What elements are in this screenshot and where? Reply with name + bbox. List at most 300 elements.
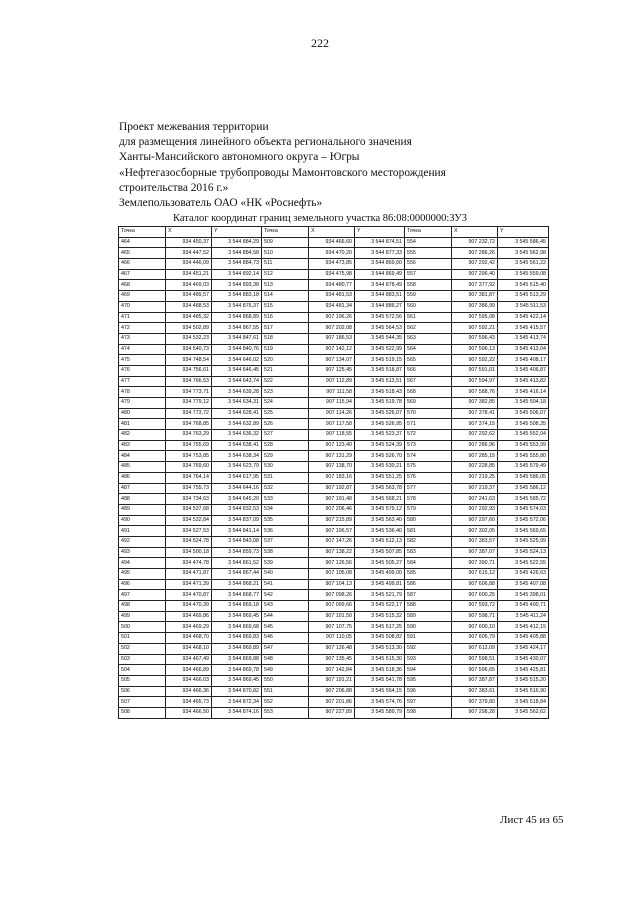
point-number: 470 xyxy=(119,301,166,312)
point-number: 528 xyxy=(262,440,309,451)
y-coordinate: 3 544 869,89 xyxy=(212,643,262,654)
y-coordinate: 3 545 569,65 xyxy=(498,526,549,537)
table-row xyxy=(119,333,549,344)
y-coordinate: 3 545 513,30 xyxy=(355,643,405,654)
point-number: 581 xyxy=(405,526,452,537)
x-coordinate: 934 768,85 xyxy=(166,419,212,430)
x-coordinate: 907 215,89 xyxy=(309,515,355,526)
x-coordinate: 907 206,88 xyxy=(309,686,355,697)
y-coordinate: 3 545 555,80 xyxy=(498,451,549,462)
y-coordinate: 3 545 541,78 xyxy=(355,675,405,686)
point-number: 544 xyxy=(262,611,309,622)
point-number: 533 xyxy=(262,494,309,505)
x-coordinate: 907 296,40 xyxy=(452,269,498,280)
table-row xyxy=(119,707,549,718)
point-number: 597 xyxy=(405,697,452,708)
point-number: 477 xyxy=(119,376,166,387)
x-coordinate: 934 468,10 xyxy=(166,643,212,654)
table-row xyxy=(119,590,549,601)
table-row xyxy=(119,633,549,644)
x-coordinate: 907 201,86 xyxy=(309,697,355,708)
x-coordinate: 934 502,89 xyxy=(166,323,212,334)
x-coordinate: 907 382,85 xyxy=(452,398,498,409)
point-number: 535 xyxy=(262,515,309,526)
point-number: 564 xyxy=(405,344,452,355)
page-number: 222 xyxy=(311,36,329,50)
x-coordinate: 907 374,15 xyxy=(452,419,498,430)
y-coordinate: 3 545 513,51 xyxy=(355,376,405,387)
point-number: 565 xyxy=(405,355,452,366)
x-coordinate: 907 142,84 xyxy=(309,665,355,676)
header-line: для размещения линейного объекта регионального значения xyxy=(119,136,412,149)
x-coordinate: 934 527,53 xyxy=(166,526,212,537)
x-coordinate: 907 612,09 xyxy=(452,643,498,654)
y-coordinate: 3 544 859,73 xyxy=(212,547,262,558)
y-coordinate: 3 545 530,21 xyxy=(355,462,405,473)
x-coordinate: 907 126,48 xyxy=(309,643,355,654)
x-coordinate: 907 125,45 xyxy=(309,365,355,376)
table-row xyxy=(119,611,549,622)
point-number: 466 xyxy=(119,259,166,270)
point-number: 469 xyxy=(119,291,166,302)
table-row xyxy=(119,622,549,633)
y-coordinate: 3 544 868,89 xyxy=(212,312,262,323)
point-number: 547 xyxy=(262,643,309,654)
x-coordinate: 934 532,23 xyxy=(166,333,212,344)
point-number: 484 xyxy=(119,451,166,462)
x-coordinate: 907 147,26 xyxy=(309,536,355,547)
x-coordinate: 907 615,12 xyxy=(452,569,498,580)
x-coordinate: 907 591,01 xyxy=(452,365,498,376)
y-coordinate: 3 545 499,81 xyxy=(355,579,405,590)
y-coordinate: 3 544 861,52 xyxy=(212,558,262,569)
point-number: 509 xyxy=(262,237,309,248)
y-coordinate: 3 544 884,73 xyxy=(212,259,262,270)
x-coordinate: 907 386,99 xyxy=(452,301,498,312)
point-number: 504 xyxy=(119,665,166,676)
x-coordinate: 934 500,18 xyxy=(166,547,212,558)
x-coordinate: 907 592,21 xyxy=(452,323,498,334)
x-coordinate: 907 600,10 xyxy=(452,622,498,633)
x-coordinate: 934 485,32 xyxy=(166,312,212,323)
column-header-point: Точка xyxy=(119,227,166,238)
point-number: 529 xyxy=(262,451,309,462)
x-coordinate: 907 110,05 xyxy=(309,633,355,644)
point-number: 583 xyxy=(405,547,452,558)
x-coordinate: 907 598,51 xyxy=(452,654,498,665)
y-coordinate: 3 544 646,02 xyxy=(212,355,262,366)
x-coordinate: 907 241,63 xyxy=(452,494,498,505)
y-coordinate: 3 545 415,57 xyxy=(498,323,549,334)
point-number: 538 xyxy=(262,547,309,558)
point-number: 545 xyxy=(262,622,309,633)
point-number: 500 xyxy=(119,622,166,633)
y-coordinate: 3 545 518,87 xyxy=(355,365,405,376)
y-coordinate: 3 545 426,63 xyxy=(498,569,549,580)
point-number: 573 xyxy=(405,440,452,451)
table-row xyxy=(119,419,549,430)
point-number: 557 xyxy=(405,269,452,280)
point-number: 467 xyxy=(119,269,166,280)
point-number: 511 xyxy=(262,259,309,270)
y-coordinate: 3 545 425,81 xyxy=(498,665,549,676)
y-coordinate: 3 544 874,16 xyxy=(212,707,262,718)
x-coordinate: 907 117,58 xyxy=(309,419,355,430)
y-coordinate: 3 545 586,05 xyxy=(498,472,549,483)
x-coordinate: 907 378,41 xyxy=(452,408,498,419)
point-number: 532 xyxy=(262,483,309,494)
y-coordinate: 3 545 504,18 xyxy=(498,398,549,409)
y-coordinate: 3 544 869,45 xyxy=(212,675,262,686)
point-number: 490 xyxy=(119,515,166,526)
x-coordinate: 934 466,36 xyxy=(166,686,212,697)
header-line: Землепользователь ОАО «НК «Роснефть» xyxy=(119,197,323,210)
y-coordinate: 3 545 412,15 xyxy=(498,622,549,633)
x-coordinate: 934 469,29 xyxy=(166,622,212,633)
y-coordinate: 3 544 832,53 xyxy=(212,504,262,515)
y-coordinate: 3 545 499,00 xyxy=(355,569,405,580)
table-row xyxy=(119,301,549,312)
x-coordinate: 907 232,72 xyxy=(452,237,498,248)
x-coordinate: 907 600,25 xyxy=(452,590,498,601)
y-coordinate: 3 544 874,51 xyxy=(355,237,405,248)
x-coordinate: 934 763,29 xyxy=(166,430,212,441)
x-coordinate: 907 596,65 xyxy=(452,665,498,676)
point-number: 496 xyxy=(119,579,166,590)
y-coordinate: 3 544 632,89 xyxy=(212,419,262,430)
y-coordinate: 3 545 524,13 xyxy=(498,547,549,558)
y-coordinate: 3 545 563,78 xyxy=(355,483,405,494)
y-coordinate: 3 544 878,49 xyxy=(355,280,405,291)
table-row xyxy=(119,323,549,334)
table-row xyxy=(119,291,549,302)
column-header-x: X xyxy=(452,227,498,238)
x-coordinate: 907 588,76 xyxy=(452,387,498,398)
header-line: Проект межевания территории xyxy=(119,121,269,133)
point-number: 478 xyxy=(119,387,166,398)
x-coordinate: 934 447,52 xyxy=(166,248,212,259)
y-coordinate: 3 545 562,62 xyxy=(498,707,549,718)
point-number: 559 xyxy=(405,291,452,302)
table-row xyxy=(119,483,549,494)
y-coordinate: 3 544 884,29 xyxy=(212,237,262,248)
x-coordinate: 907 138,22 xyxy=(309,547,355,558)
point-number: 499 xyxy=(119,611,166,622)
point-number: 543 xyxy=(262,601,309,612)
y-coordinate: 3 545 518,84 xyxy=(498,697,549,708)
column-header-y: Y xyxy=(498,227,549,238)
y-coordinate: 3 545 516,90 xyxy=(498,686,549,697)
x-coordinate: 934 773,71 xyxy=(166,387,212,398)
x-coordinate: 907 377,92 xyxy=(452,280,498,291)
table-row xyxy=(119,472,549,483)
y-coordinate: 3 545 564,53 xyxy=(355,323,405,334)
point-number: 525 xyxy=(262,408,309,419)
point-number: 539 xyxy=(262,558,309,569)
point-number: 561 xyxy=(405,312,452,323)
x-coordinate: 934 755,73 xyxy=(166,483,212,494)
table-row xyxy=(119,280,549,291)
y-coordinate: 3 545 408,17 xyxy=(498,355,549,366)
x-coordinate: 934 467,49 xyxy=(166,654,212,665)
table-row xyxy=(119,665,549,676)
point-number: 580 xyxy=(405,515,452,526)
y-coordinate: 3 545 515,20 xyxy=(498,675,549,686)
point-number: 588 xyxy=(405,601,452,612)
point-number: 570 xyxy=(405,408,452,419)
y-coordinate: 3 545 522,17 xyxy=(355,601,405,612)
x-coordinate: 907 219,25 xyxy=(452,472,498,483)
x-coordinate: 907 138,70 xyxy=(309,462,355,473)
point-number: 513 xyxy=(262,280,309,291)
point-number: 471 xyxy=(119,312,166,323)
x-coordinate: 907 596,13 xyxy=(452,344,498,355)
point-number: 560 xyxy=(405,301,452,312)
y-coordinate: 3 544 847,61 xyxy=(212,333,262,344)
point-number: 566 xyxy=(405,365,452,376)
point-number: 522 xyxy=(262,376,309,387)
table-row xyxy=(119,451,549,462)
y-coordinate: 3 545 411,24 xyxy=(498,611,549,622)
point-number: 568 xyxy=(405,387,452,398)
x-coordinate: 934 446,09 xyxy=(166,259,212,270)
y-coordinate: 3 544 643,74 xyxy=(212,376,262,387)
column-header-x: X xyxy=(309,227,355,238)
point-number: 548 xyxy=(262,654,309,665)
y-coordinate: 3 545 568,21 xyxy=(355,494,405,505)
y-coordinate: 3 545 519,78 xyxy=(355,398,405,409)
y-coordinate: 3 544 869,45 xyxy=(212,611,262,622)
y-coordinate: 3 545 515,30 xyxy=(355,654,405,665)
point-number: 523 xyxy=(262,387,309,398)
point-number: 572 xyxy=(405,430,452,441)
table-row xyxy=(119,462,549,473)
point-number: 520 xyxy=(262,355,309,366)
point-number: 493 xyxy=(119,547,166,558)
column-header-y: Y xyxy=(355,227,405,238)
y-coordinate: 3 545 512,13 xyxy=(355,536,405,547)
x-coordinate: 907 101,50 xyxy=(309,611,355,622)
y-coordinate: 3 544 840,76 xyxy=(212,344,262,355)
point-number: 501 xyxy=(119,633,166,644)
table-row xyxy=(119,494,549,505)
point-number: 482 xyxy=(119,430,166,441)
point-number: 507 xyxy=(119,697,166,708)
table-row xyxy=(119,259,549,270)
y-coordinate: 3 544 869,18 xyxy=(212,601,262,612)
y-coordinate: 3 545 564,15 xyxy=(355,686,405,697)
x-coordinate: 934 748,54 xyxy=(166,355,212,366)
x-coordinate: 907 114,26 xyxy=(309,408,355,419)
y-coordinate: 3 544 877,33 xyxy=(355,248,405,259)
table-row xyxy=(119,558,549,569)
x-coordinate: 907 297,60 xyxy=(452,515,498,526)
point-number: 480 xyxy=(119,408,166,419)
x-coordinate: 934 466,89 xyxy=(166,665,212,676)
point-number: 494 xyxy=(119,558,166,569)
x-coordinate: 907 112,89 xyxy=(309,376,355,387)
x-coordinate: 934 756,61 xyxy=(166,365,212,376)
y-coordinate: 3 545 523,37 xyxy=(355,430,405,441)
point-number: 476 xyxy=(119,365,166,376)
point-number: 594 xyxy=(405,665,452,676)
y-coordinate: 3 544 870,82 xyxy=(212,686,262,697)
x-coordinate: 934 470,87 xyxy=(166,590,212,601)
point-number: 553 xyxy=(262,707,309,718)
y-coordinate: 3 545 519,15 xyxy=(355,355,405,366)
x-coordinate: 907 135,45 xyxy=(309,654,355,665)
x-coordinate: 907 593,72 xyxy=(452,601,498,612)
point-number: 598 xyxy=(405,707,452,718)
y-coordinate: 3 545 522,99 xyxy=(355,344,405,355)
y-coordinate: 3 545 544,35 xyxy=(355,333,405,344)
y-coordinate: 3 544 645,20 xyxy=(212,494,262,505)
x-coordinate: 934 469,86 xyxy=(166,611,212,622)
y-coordinate: 3 545 522,55 xyxy=(498,558,549,569)
point-number: 530 xyxy=(262,462,309,473)
x-coordinate: 907 183,16 xyxy=(309,472,355,483)
point-number: 487 xyxy=(119,483,166,494)
y-coordinate: 3 544 634,31 xyxy=(212,398,262,409)
column-header-x: X xyxy=(166,227,212,238)
y-coordinate: 3 544 872,34 xyxy=(212,697,262,708)
point-number: 517 xyxy=(262,323,309,334)
table-row xyxy=(119,355,549,366)
point-number: 596 xyxy=(405,686,452,697)
y-coordinate: 3 544 869,68 xyxy=(212,622,262,633)
y-coordinate: 3 544 893,38 xyxy=(212,280,262,291)
y-coordinate: 3 544 886,27 xyxy=(355,301,405,312)
x-coordinate: 907 202,08 xyxy=(309,323,355,334)
y-coordinate: 3 544 636,32 xyxy=(212,430,262,441)
table-row xyxy=(119,601,549,612)
point-number: 516 xyxy=(262,312,309,323)
x-coordinate: 934 537,68 xyxy=(166,504,212,515)
y-coordinate: 3 545 508,35 xyxy=(498,419,549,430)
x-coordinate: 934 466,50 xyxy=(166,707,212,718)
table-row xyxy=(119,430,549,441)
x-coordinate: 934 489,57 xyxy=(166,291,212,302)
y-coordinate: 3 544 644,16 xyxy=(212,483,262,494)
table-body xyxy=(119,237,549,718)
y-coordinate: 3 544 869,60 xyxy=(355,259,405,270)
table-row xyxy=(119,697,549,708)
header-line: Ханты-Мансийского автономного округа – Югры xyxy=(119,151,360,164)
y-coordinate: 3 544 869,83 xyxy=(212,633,262,644)
y-coordinate: 3 545 507,85 xyxy=(355,547,405,558)
y-coordinate: 3 545 506,07 xyxy=(498,408,549,419)
column-header-point: Точка xyxy=(262,227,309,238)
point-number: 555 xyxy=(405,248,452,259)
point-number: 491 xyxy=(119,526,166,537)
y-coordinate: 3 545 518,36 xyxy=(355,665,405,676)
x-coordinate: 907 292,42 xyxy=(452,259,498,270)
table-row xyxy=(119,248,549,259)
y-coordinate: 3 545 513,29 xyxy=(498,291,549,302)
y-coordinate: 3 544 869,88 xyxy=(212,654,262,665)
y-coordinate: 3 545 559,08 xyxy=(498,269,549,280)
x-coordinate: 907 594,97 xyxy=(452,376,498,387)
point-number: 542 xyxy=(262,590,309,601)
y-coordinate: 3 545 525,99 xyxy=(498,536,549,547)
x-coordinate: 907 111,58 xyxy=(309,387,355,398)
point-number: 514 xyxy=(262,291,309,302)
point-number: 489 xyxy=(119,504,166,515)
table-row xyxy=(119,365,549,376)
x-coordinate: 934 468,70 xyxy=(166,633,212,644)
y-coordinate: 3 545 589,79 xyxy=(355,707,405,718)
point-number: 531 xyxy=(262,472,309,483)
x-coordinate: 907 228,85 xyxy=(452,462,498,473)
point-number: 540 xyxy=(262,569,309,580)
x-coordinate: 907 107,75 xyxy=(309,622,355,633)
point-number: 578 xyxy=(405,494,452,505)
y-coordinate: 3 545 406,87 xyxy=(498,365,549,376)
table-row xyxy=(119,547,549,558)
y-coordinate: 3 544 638,34 xyxy=(212,451,262,462)
point-number: 475 xyxy=(119,355,166,366)
table-row xyxy=(119,675,549,686)
y-coordinate: 3 545 505,27 xyxy=(355,558,405,569)
x-coordinate: 934 488,53 xyxy=(166,301,212,312)
y-coordinate: 3 544 628,41 xyxy=(212,408,262,419)
point-number: 590 xyxy=(405,622,452,633)
point-number: 595 xyxy=(405,675,452,686)
x-coordinate: 907 596,43 xyxy=(452,333,498,344)
point-number: 515 xyxy=(262,301,309,312)
point-number: 488 xyxy=(119,494,166,505)
y-coordinate: 3 544 617,95 xyxy=(212,472,262,483)
point-number: 574 xyxy=(405,451,452,462)
point-number: 591 xyxy=(405,633,452,644)
point-number: 465 xyxy=(119,248,166,259)
point-number: 505 xyxy=(119,675,166,686)
x-coordinate: 934 755,69 xyxy=(166,440,212,451)
point-number: 510 xyxy=(262,248,309,259)
x-coordinate: 907 134,07 xyxy=(309,355,355,366)
point-number: 479 xyxy=(119,398,166,409)
x-coordinate: 934 474,78 xyxy=(166,558,212,569)
y-coordinate: 3 545 574,03 xyxy=(498,504,549,515)
x-coordinate: 907 592,22 xyxy=(452,355,498,366)
y-coordinate: 3 544 623,79 xyxy=(212,462,262,473)
x-coordinate: 907 206,46 xyxy=(309,504,355,515)
x-coordinate: 907 387,07 xyxy=(452,547,498,558)
y-coordinate: 3 545 515,32 xyxy=(355,611,405,622)
x-coordinate: 934 466,60 xyxy=(309,237,355,248)
x-coordinate: 907 286,96 xyxy=(452,440,498,451)
x-coordinate: 907 383,61 xyxy=(452,686,498,697)
x-coordinate: 907 196,26 xyxy=(309,312,355,323)
point-number: 498 xyxy=(119,601,166,612)
y-coordinate: 3 545 551,25 xyxy=(355,472,405,483)
y-coordinate: 3 545 400,71 xyxy=(498,601,549,612)
y-coordinate: 3 545 511,53 xyxy=(498,301,549,312)
table-row xyxy=(119,686,549,697)
y-coordinate: 3 544 646,45 xyxy=(212,365,262,376)
point-number: 550 xyxy=(262,675,309,686)
x-coordinate: 907 302,05 xyxy=(452,526,498,537)
point-number: 492 xyxy=(119,536,166,547)
x-coordinate: 934 470,20 xyxy=(309,248,355,259)
coordinates-table xyxy=(118,226,549,719)
sheet-footer: Лист 45 из 65 xyxy=(500,814,564,826)
point-number: 541 xyxy=(262,579,309,590)
y-coordinate: 3 544 883,18 xyxy=(212,291,262,302)
y-coordinate: 3 545 416,14 xyxy=(498,387,549,398)
point-number: 464 xyxy=(119,237,166,248)
table-header-row xyxy=(119,227,549,238)
